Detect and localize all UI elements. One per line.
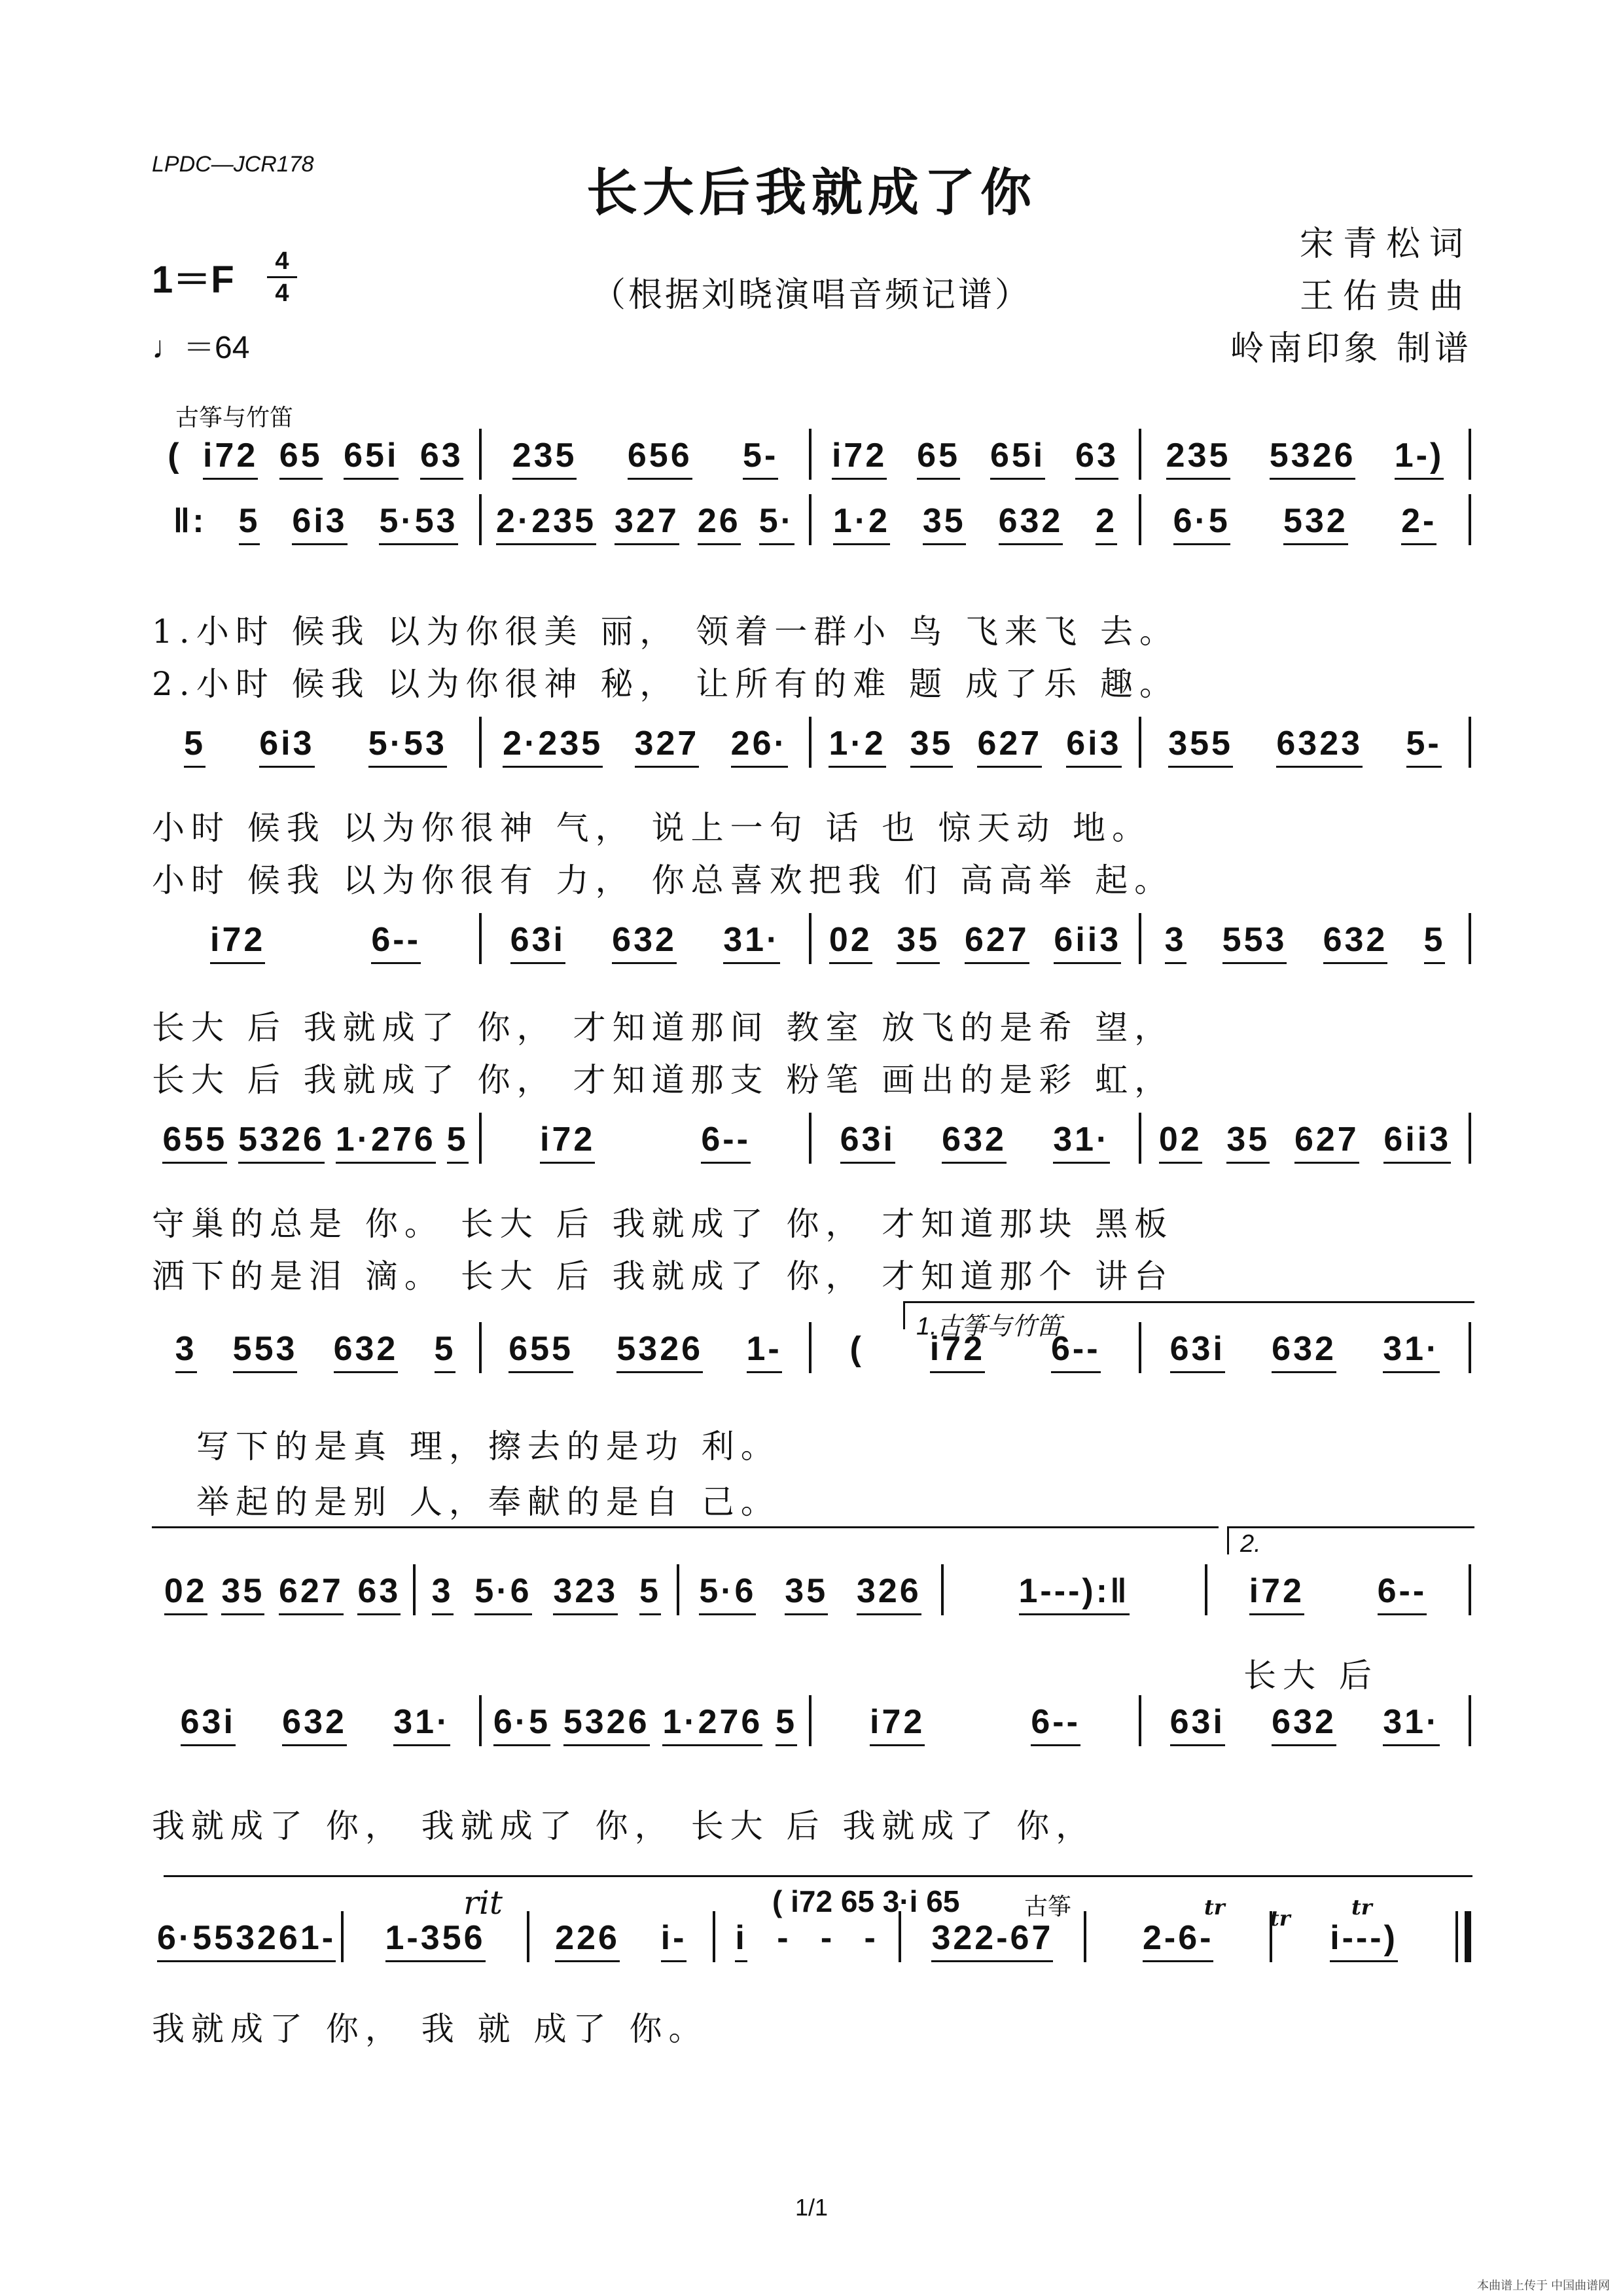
note-group: 3 [175,1329,197,1373]
measure [482,1120,809,1164]
measure [812,436,1139,480]
note-group: - [820,1919,835,1957]
note-group: 553 [233,1329,298,1373]
note-group: 323 [553,1571,618,1615]
lyric-row3-verse1: 小时 候我 以为你很神 气， 说上一句 话 也 惊天动 地。 [152,809,1152,847]
note-group: 5- [1406,724,1442,768]
song-title: 长大后我就成了你 [586,163,1037,223]
note-group: 63 [1075,436,1118,480]
note-group: 31· [393,1702,450,1746]
measure [152,1702,479,1746]
note-group: 6323 [1276,724,1363,768]
barline [1469,1113,1471,1164]
music-row [152,494,1471,545]
key-signature: 1＝F [152,259,234,301]
measure [901,1918,1084,1962]
note-group: 6-- [1051,1329,1101,1373]
note-group: 6-- [1378,1571,1427,1615]
note-group: 632 [612,920,677,964]
note-group: 1-356 [385,1918,486,1962]
note-group: 1·276 [336,1120,436,1164]
note-group: 35 [785,1571,828,1615]
note-group: 5·53 [368,724,447,768]
note-group: 2·235 [503,724,603,768]
measure [344,1918,527,1962]
measure [482,724,809,768]
note-group: i72 [203,436,258,480]
note-group: - [864,1919,878,1957]
measure [1141,1120,1469,1164]
tempo-marking: ♩＝64 [152,331,250,365]
note-group: 5 [447,1120,469,1164]
music-row [152,429,1471,480]
lyric-row3-verse2: 小时 候我 以为你很有 力， 你总喜欢把我 们 高高举 起。 [152,861,1174,899]
measure [1141,436,1469,480]
measure [152,1571,413,1615]
note-group: 3 [1165,920,1186,964]
arranger-credit: 岭南印象 制谱 [1230,329,1472,368]
note-group: 6ii3 [1054,920,1121,964]
note-group: 632 [282,1702,347,1746]
note-group: 35 [1226,1120,1270,1164]
note-group: 02 [829,920,872,964]
note-group: 1- [747,1329,782,1373]
measure [482,501,809,545]
note-group: 553 [1222,920,1287,964]
note-group: 627 [977,724,1042,768]
note-group: 6-- [371,920,421,964]
measure [152,1329,479,1373]
time-denominator: 4 [275,279,289,307]
note-group: i72 [832,436,887,480]
volta-continuation-line [152,1526,1219,1528]
note-group: 6-- [1031,1702,1080,1746]
intro-instrument-label: 古筝与竹笛 [175,404,294,431]
lyricist-credit: 宋青松词 [1299,224,1472,264]
note-group: 322-67 [931,1918,1053,1962]
measure [715,1918,899,1962]
measure [1086,1918,1270,1962]
note-group: 63i [1170,1329,1225,1373]
measure [812,1702,1139,1746]
note-group: 327 [615,501,679,545]
page-number: 1/1 [794,2194,829,2221]
note-group: 26· [731,724,788,768]
music-row [152,1564,1471,1615]
note-group: 2·235 [496,501,596,545]
measure [812,501,1139,545]
note-group: i72 [870,1702,925,1746]
measure [1141,724,1469,768]
note-group: 1-) [1395,436,1444,480]
music-row [152,913,1471,964]
lyric-row4-verse1: 长大 后 我就成了 你， 才知道那间 教室 放飞的是希 望， [152,1009,1174,1047]
note-group: 5 [435,1329,456,1373]
barline [1469,429,1471,480]
ritardando-marking: rit [463,1884,503,1922]
note-group: 6·5 [157,1918,214,1962]
measure [812,724,1139,768]
note-group: 6-- [701,1120,751,1164]
note-group: 6·5 [1173,501,1230,545]
measure [1272,1918,1455,1962]
note-group: 1·276 [662,1702,762,1746]
note-group: 355 [1168,724,1233,768]
note-group: 5 [1424,920,1446,964]
note-group: 5326 [238,1120,325,1164]
note-group: i72 [1249,1571,1304,1615]
measure [482,436,809,480]
note-group: 655 [162,1120,227,1164]
measure [152,501,479,545]
note-group: 5326 [1270,436,1356,480]
note-group: 326 [857,1571,921,1615]
note-group: ( [168,437,182,475]
note-group: ( [849,1330,864,1368]
measure [812,1120,1139,1164]
note-group: 5 [639,1571,661,1615]
note-group: 627 [279,1571,344,1615]
measure [1141,1702,1469,1746]
measure [152,920,479,964]
note-group: 632 [1323,920,1388,964]
lyric-row7: 长大 后 [1243,1657,1378,1695]
measure [812,920,1139,964]
note-group: 65 [279,436,323,480]
note-group: 627 [1294,1120,1359,1164]
volta-1-label: 1.古筝与竹笛 [916,1313,1061,1340]
note-group: 226 [555,1918,620,1962]
note-group: 1·2 [829,724,885,768]
note-group: 63 [357,1571,401,1615]
barline [1455,1911,1471,1962]
note-group: 327 [635,724,700,768]
note-group: 5·53 [379,501,457,545]
measure [482,920,809,964]
trill-mark-3: tr [1351,1895,1372,1920]
note-group: 656 [628,436,692,480]
note-group: 1---):‖ [1019,1571,1130,1615]
note-group: 5·6 [474,1571,531,1615]
measure [482,1702,809,1746]
note-group: 5· [759,501,794,545]
note-group: 35 [910,724,954,768]
coda-bracket-line [164,1875,1472,1877]
note-group: 2- [1401,501,1436,545]
note-group: 5 [776,1702,797,1746]
time-signature [267,247,297,307]
note-group: 6i3 [259,724,314,768]
note-group: 6i3 [1066,724,1121,768]
note-group: 5- [743,436,778,480]
note-group: 31· [1383,1329,1440,1373]
composer-credit: 王佑贵曲 [1299,277,1472,316]
note-group: 235 [1166,436,1231,480]
note-group: i72 [210,920,265,964]
note-group: 63i [1170,1702,1225,1746]
note-group: 632 [1272,1702,1336,1746]
ending-upper-line: ( i72 65 3·i 65 [772,1884,960,1918]
note-group: 65 [917,436,960,480]
note-group: 02 [1159,1120,1202,1164]
note-group: 5·6 [699,1571,756,1615]
barline [1469,494,1471,545]
note-group: 2 [1096,501,1117,545]
note-group: 1- [300,1918,336,1962]
song-subtitle: （根据刘晓演唱音频记谱） [591,276,1031,315]
measure [529,1918,713,1962]
measure [1141,920,1469,964]
note-group: 35 [923,501,966,545]
note-group: 632 [1272,1329,1336,1373]
note-group: 65i [990,436,1045,480]
note-group: 63i [181,1702,236,1746]
barline [1469,1322,1471,1373]
music-row [152,1322,1471,1373]
measure [152,1918,341,1962]
note-group: 235 [512,436,577,480]
lyric-row8: 我就成了 你， 我就成了 你， 长大 后 我就成了 你， [152,1807,1096,1845]
lyric-row6-verse2: 举起的是别 人，奉献的是自 己。 [196,1483,780,1521]
note-group: 6ii3 [1383,1120,1451,1164]
note-group: 632 [334,1329,399,1373]
ending-instrument-label: 古筝 [1024,1893,1072,1920]
note-group: 26 [698,501,741,545]
lyric-row9: 我就成了 你， 我 就 成了 你。 [152,2010,708,2048]
volta-2-label: 2. [1240,1530,1261,1558]
note-group: 65i [344,436,399,480]
note-group: 31· [1383,1702,1440,1746]
barline [1469,913,1471,964]
note-group: 5 [239,501,260,545]
note-group: 6i3 [292,501,347,545]
note-group: i- [661,1918,687,1962]
note-group: 655 [508,1329,573,1373]
note-group: i72 [540,1120,595,1164]
measure [152,436,479,480]
barline [1469,1564,1471,1615]
note-group: ‖: [173,502,207,540]
note-group: 1·2 [833,501,890,545]
note-group: i [735,1918,747,1962]
time-numerator: 4 [275,247,289,275]
music-row [152,1695,1471,1746]
volta-bracket-2 [1227,1526,1474,1554]
note-group: 63 [420,436,463,480]
lyric-row2-verse2: 2.小时 候我 以为你很神 秘， 让所有的难 题 成了乐 趣。 [152,665,1179,703]
note-group: 3 [432,1571,454,1615]
lyric-row2-verse1: 1.小时 候我 以为你很美 丽， 领着一群小 鸟 飞来飞 去。 [152,613,1179,651]
note-group: 35 [221,1571,264,1615]
note-group: 532 [1283,501,1348,545]
upload-note: 本曲谱上传于 中国曲谱网 [1477,2279,1610,2292]
note-group: 63i [510,920,565,964]
measure [152,724,479,768]
note-group: 31· [1053,1120,1110,1164]
lyric-row6-verse1: 写下的是真 理，擦去的是功 利。 [196,1427,780,1465]
note-group: i72 [930,1329,985,1373]
note-group: 35 [897,920,940,964]
note-group: 2-6- [1143,1918,1213,1962]
note-group: 31· [723,920,780,964]
music-row [152,1113,1471,1164]
note-group: 632 [999,501,1063,545]
barline [1469,717,1471,768]
note-group: 5 [184,724,205,768]
note-group: i---) [1330,1918,1398,1962]
note-group: - [777,1919,791,1957]
barline [1469,1695,1471,1746]
lyric-row5-verse2: 洒下的是泪 滴。 长大 后 我就成了 你， 才知道那个 讲台 [152,1257,1174,1295]
music-row [152,717,1471,768]
trill-mark-2: tr [1270,1906,1291,1931]
measure [416,1571,677,1615]
measure [679,1571,940,1615]
lyric-row4-verse2: 长大 后 我就成了 你， 才知道那支 粉笔 画出的是彩 虹， [152,1061,1174,1099]
measure [1207,1571,1469,1615]
lyric-row5-verse1: 守巢的总是 你。 长大 后 我就成了 你， 才知道那块 黑板 [152,1205,1174,1243]
note-group: 63i [840,1120,895,1164]
note-group: 6·5 [493,1702,550,1746]
trill-mark-1: tr [1204,1895,1225,1920]
measure [944,1571,1205,1615]
note-group: 5326 [616,1329,703,1373]
measure [1141,501,1469,545]
note-group: 5326 [563,1702,650,1746]
score-code: LPDC—JCR178 [152,152,314,177]
note-group: 5326 [214,1918,300,1962]
note-group: 632 [942,1120,1007,1164]
note-group: 627 [965,920,1029,964]
note-group: 02 [164,1571,207,1615]
measure [152,1120,479,1164]
measure [1141,1329,1469,1373]
measure [482,1329,809,1373]
